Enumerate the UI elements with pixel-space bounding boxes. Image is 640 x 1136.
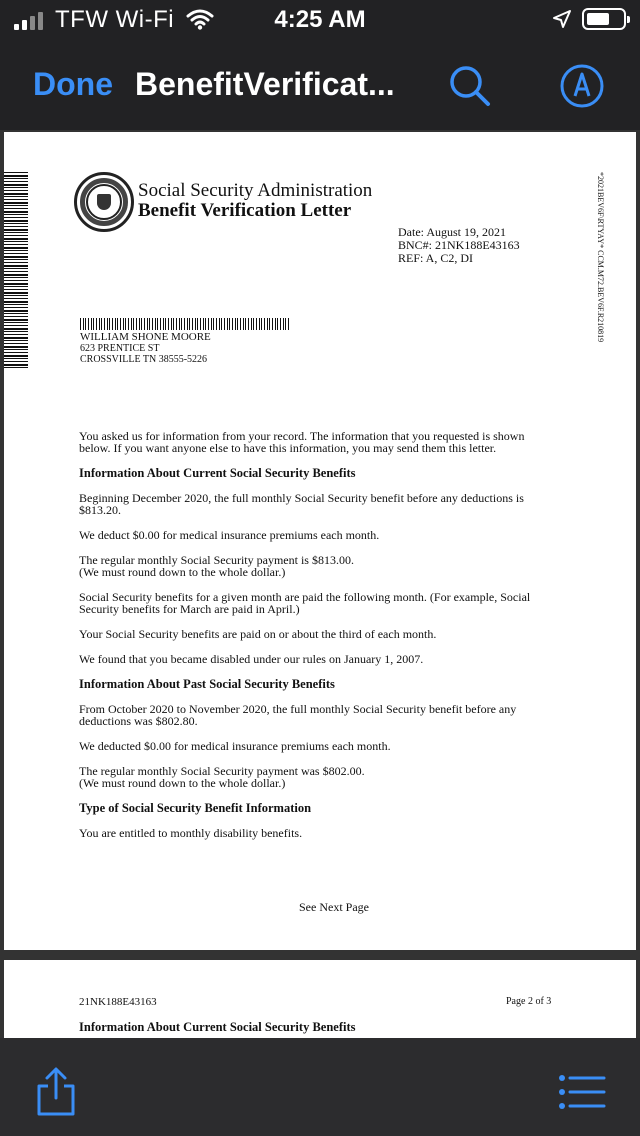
document-page-2 bbox=[4, 960, 636, 1038]
letter-meta bbox=[398, 226, 520, 265]
paragraph: Your Social Security benefits are paid on or about the third of each month. bbox=[79, 627, 437, 641]
recipient-name: WILLIAM SHONE MOORE bbox=[80, 331, 211, 343]
document-viewer[interactable] bbox=[0, 130, 640, 1038]
postal-barcode bbox=[80, 318, 290, 330]
done-button[interactable]: Done bbox=[33, 66, 113, 102]
markup-icon[interactable] bbox=[558, 62, 606, 115]
paragraph: The regular monthly Social Security payment was $802.00. (We must round down to the whole dollar.) bbox=[79, 764, 365, 790]
navigation-bar bbox=[0, 40, 640, 130]
recipient-street: 623 PRENTICE ST bbox=[80, 343, 160, 354]
side-code: *2021BEV6F\RTYAY* CCM.M72.BEV6F.R210819 bbox=[596, 172, 605, 343]
section-heading-current: Information About Current Social Security Benefits bbox=[79, 1020, 356, 1034]
letter-title: Benefit Verification Letter bbox=[138, 200, 352, 221]
paragraph: We found that you became disabled under our rules on January 1, 2007. bbox=[79, 652, 424, 666]
carrier-label: TFW Wi-Fi bbox=[55, 6, 175, 33]
location-icon bbox=[552, 9, 572, 34]
page-ref-number: 21NK188E43163 bbox=[79, 996, 157, 1008]
recipient-city: CROSSVILLE TN 38555-5226 bbox=[80, 354, 208, 365]
bnc-number: BNC#: 21NK188E43163 bbox=[398, 238, 520, 252]
share-icon[interactable] bbox=[34, 1066, 78, 1123]
paragraph: Beginning December 2020, the full monthly Social Security benefit before any deductions is $813.20. bbox=[79, 491, 524, 517]
status-bar bbox=[0, 0, 640, 40]
paragraph: From October 2020 to November 2020, the full monthly Social Security benefit before any deductions was $802.80. bbox=[79, 702, 517, 728]
organization-name: Social Security Administration bbox=[138, 180, 373, 201]
barcode bbox=[4, 172, 28, 368]
search-icon[interactable] bbox=[446, 62, 494, 115]
document-title: BenefitVerificat... bbox=[135, 66, 395, 102]
bottom-toolbar bbox=[0, 1038, 640, 1136]
clock: 4:25 AM bbox=[274, 6, 366, 33]
battery-icon bbox=[582, 8, 626, 30]
recipient-address bbox=[80, 332, 211, 365]
section-heading-current: Information About Current Social Security Benefits bbox=[79, 466, 356, 480]
page-list-icon[interactable] bbox=[558, 1074, 606, 1115]
intro-paragraph: You asked us for information from your record. The information that you requested is shown below. If you want anyone else to have this information, you may send them this letter. bbox=[79, 429, 525, 455]
paragraph: You are entitled to monthly disability benefits. bbox=[79, 826, 303, 840]
paragraph: Social Security benefits for a given month are paid the following month. (For example, Social Security benefits for March are paid in April.) bbox=[79, 590, 531, 616]
section-heading-past: Information About Past Social Security Benefits bbox=[79, 677, 335, 691]
see-next-page: See Next Page bbox=[299, 900, 369, 914]
reference-code: REF: A, C2, DI bbox=[398, 251, 474, 265]
ssa-seal-logo bbox=[74, 172, 134, 232]
page-number: Page 2 of 3 bbox=[506, 996, 552, 1007]
document-page-1 bbox=[4, 132, 636, 950]
paragraph: We deducted $0.00 for medical insurance premiums each month. bbox=[79, 739, 391, 753]
section-heading-type: Type of Social Security Benefit Information bbox=[79, 801, 312, 815]
paragraph: The regular monthly Social Security payment is $813.00. (We must round down to the whole dollar.) bbox=[79, 553, 354, 579]
paragraph: We deduct $0.00 for medical insurance premiums each month. bbox=[79, 528, 380, 542]
letter-body bbox=[79, 430, 559, 852]
letter-date: Date: August 19, 2021 bbox=[398, 225, 506, 239]
